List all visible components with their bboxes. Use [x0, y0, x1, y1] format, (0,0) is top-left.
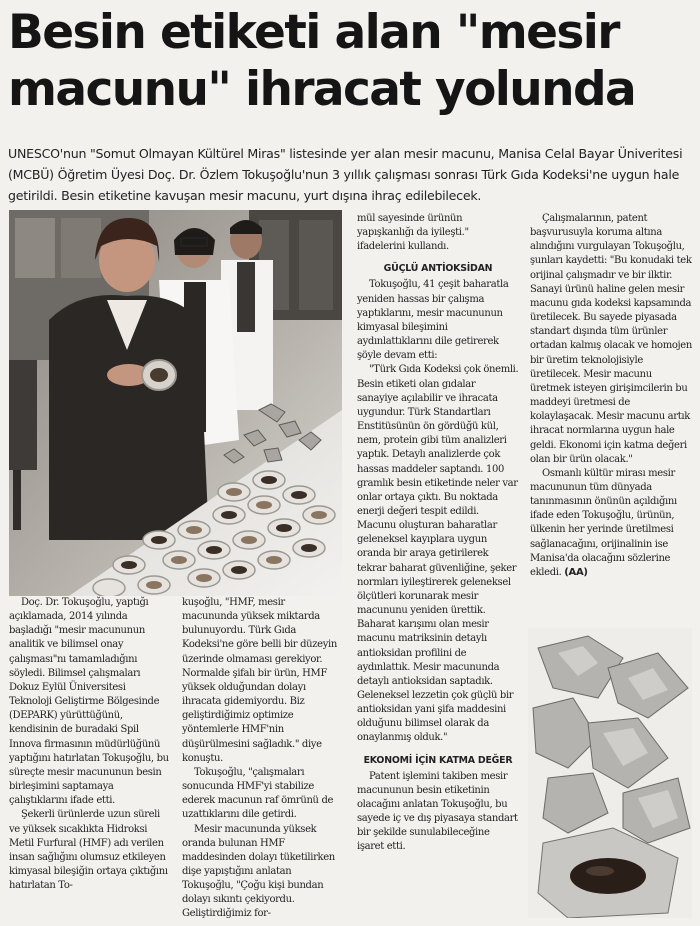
paragraph: kuşoğlu, "HMF, mesir macununda yüksek miktarda bulunuyordu. Türk Gıda Kodeksi'ne göre belli bir düzeyin üzerinde olmaması gerekiyor. Normalde şifalı bir ürün, HMF yüksek olduğundan dolayı ihracata gidemiyordu. Biz geliştirdiğimiz optimize yöntemlerle HMF'nin düşürülmesini sağladık." diye konuştu.: [182, 597, 337, 764]
subheading-ekonomi: EKONOMİ İÇİN KATMA DEĞER: [363, 754, 513, 766]
column-2: [182, 596, 340, 922]
paragraph: mül sayesinde ürünün yapışkanlığı da iyileşti." ifadelerini kullandı.: [357, 213, 469, 253]
paragraph: "Türk Gıda Kodeksi çok önemli. Besin etiketi olan gıdalar sanayiye açılabilir ve ihracata uygundur. Türk Standartları Enstitüsünün ön gördüğü kül, nem, protein gibi tüm analizleri yaptık. Detaylı analizlerde çok hassas maddeler saptandı. 100 gramlık besin etiketinde neler var onlar ortaya çıktı. Bu noktada enerji değeri tespit edildi. Macunu oluşturan baharatlar geleneksel kayıplara uygun oranda bir araya getirilerek tekrar baharat güvenliğine, şeker normları iyileştirerek geleneksel ölçütleri korunarak mesir macununu yeniden ürettik. Baharat karışımı olan mesir macunu matriksinin detaylı antioksidan profilini de aydınlattık. Mesir macununda detaylı antioksidan saptadık. Geleneksel lezzetin çok güçlü bir antioksidan yani şifa maddesini olduğunu bilimsel olarak da onaylanmış olduk.": [357, 364, 519, 744]
column-4: [530, 212, 692, 580]
lead-paragraph: UNESCO'nun "Somut Olmayan Kültürel Miras" listesinde yer alan mesir macunu, Manisa Celal Bayar Üniveritesi (MCBÜ) Öğretim Üyesi Doç. Dr. Özlem Tokuşoğlu'nun 3 yıllık çalışması sonrası Türk Gıda Kodeksi'ne uygun hale getirildi. Besin etiketine kavuşan mesir macunu, yurt dışına ihraç edilebilecek.: [8, 146, 683, 203]
mesir-candy-photo: [528, 628, 692, 918]
paragraph-text: Osmanlı kültür mirası mesir macununun tüm dünyada tanınmasının önünün açıldığını ifade eden Tokuşoğlu, ürünün, ülkenin her yerinde üretilmesi sağlanacağını, orijinalinin ise Manisa'da olacağını sözlerine ekledi.: [530, 467, 677, 578]
headline: [8, 4, 694, 118]
lab-photo: [9, 210, 342, 596]
paragraph: Mesir macununda yüksek oranda bulunan HMF maddesinden dolayı tüketilirken dişe yapıştığını anlatan Tokuşoğlu, "Çoğu kişi bundan dolayı sıkıntı çekiyordu. Geliştirdiğimiz for-: [182, 823, 335, 920]
subheading-guclu-antioksidan: GÜÇLÜ ANTİOKSİDAN: [383, 263, 493, 275]
paragraph: Şekerli ürünlerde uzun süreli ve yüksek sıcaklıkta Hidroksi Metil Furfural (HMF) adı verilen insan sağlığını olumsuz etkileyen kimyasal bileşiğin ortaya çıktığını hatırlatan To-: [9, 809, 168, 892]
paragraph: Doç. Dr. Tokuşoğlu, yaptığı açıklamada, 2014 yılında başladığı "mesir macununun analitik ve bilimsel onay çalışması"nı tamamladığını söyledi. Bilimsel çalışmaları Dokuz Eylül Üniversitesi Teknoloji Geliştirme Bölgesinde (DEPARK) yürüttüğünü, kendisinin de buradaki Spil Innova firmasının müdürlüğünü yaptığını hatırlatan Tokuşoğlu, bu süreçte mesir macununun besin birleşimini saptamaya çalıştıklarını ifade etti.: [9, 597, 169, 807]
headline-line-1: Besin etiketi alan "mesir: [8, 5, 619, 60]
agency-credit: (AA): [564, 566, 588, 578]
paragraph: [530, 467, 692, 580]
paragraph: Tokuşoğlu, "çalışmaları sonucunda HMF'yi stabilize ederek macunun raf ömrünü de uzattıklarını dile getirdi.: [182, 766, 334, 821]
paragraph: Tokuşoğlu, 41 çeşit baharatla yeniden hassas bir çalışma yaptıklarını, mesir macununun kimyasal bileşimini aydınlattıklarını dile getirerek şöyle devam etti:: [357, 279, 509, 362]
column-3: [357, 212, 519, 855]
column-1: [9, 596, 169, 893]
paragraph: Patent işlemini takiben mesir macununun besin etiketinin olacağını anlatan Tokuşoğlu, bu sayede iç ve dış piyasaya standart bir şekilde sunulabileceğine işaret etti.: [357, 770, 518, 853]
paragraph: Çalışmalarının, patent başvurusuyla koruma altına alındığını vurgulayan Tokuşoğlu, şunları kaydetti: "Bu konudaki tek orijinal çalışmadır ve bir ilktir. Sanayi ürünü haline gelen mesir macunu gıda kodeksi kapsamında üretilecek. Bu sayede piyasada standart dışında tüm ürünler ortadan kalmış olacak ve homojen bir üretim teknolojisiyle üretilecek. Mesir macunu üretmek isteyen girişimcilerin bu maddeyi üretmesi de kolaylaşacak. Mesir macunu artık ihracat normlarına uygun hale geldi. Ekonomi için katma değeri olan bir ürün olacak.": [530, 213, 692, 465]
headline-line-2: macunu" ihracat yolunda: [8, 62, 636, 117]
